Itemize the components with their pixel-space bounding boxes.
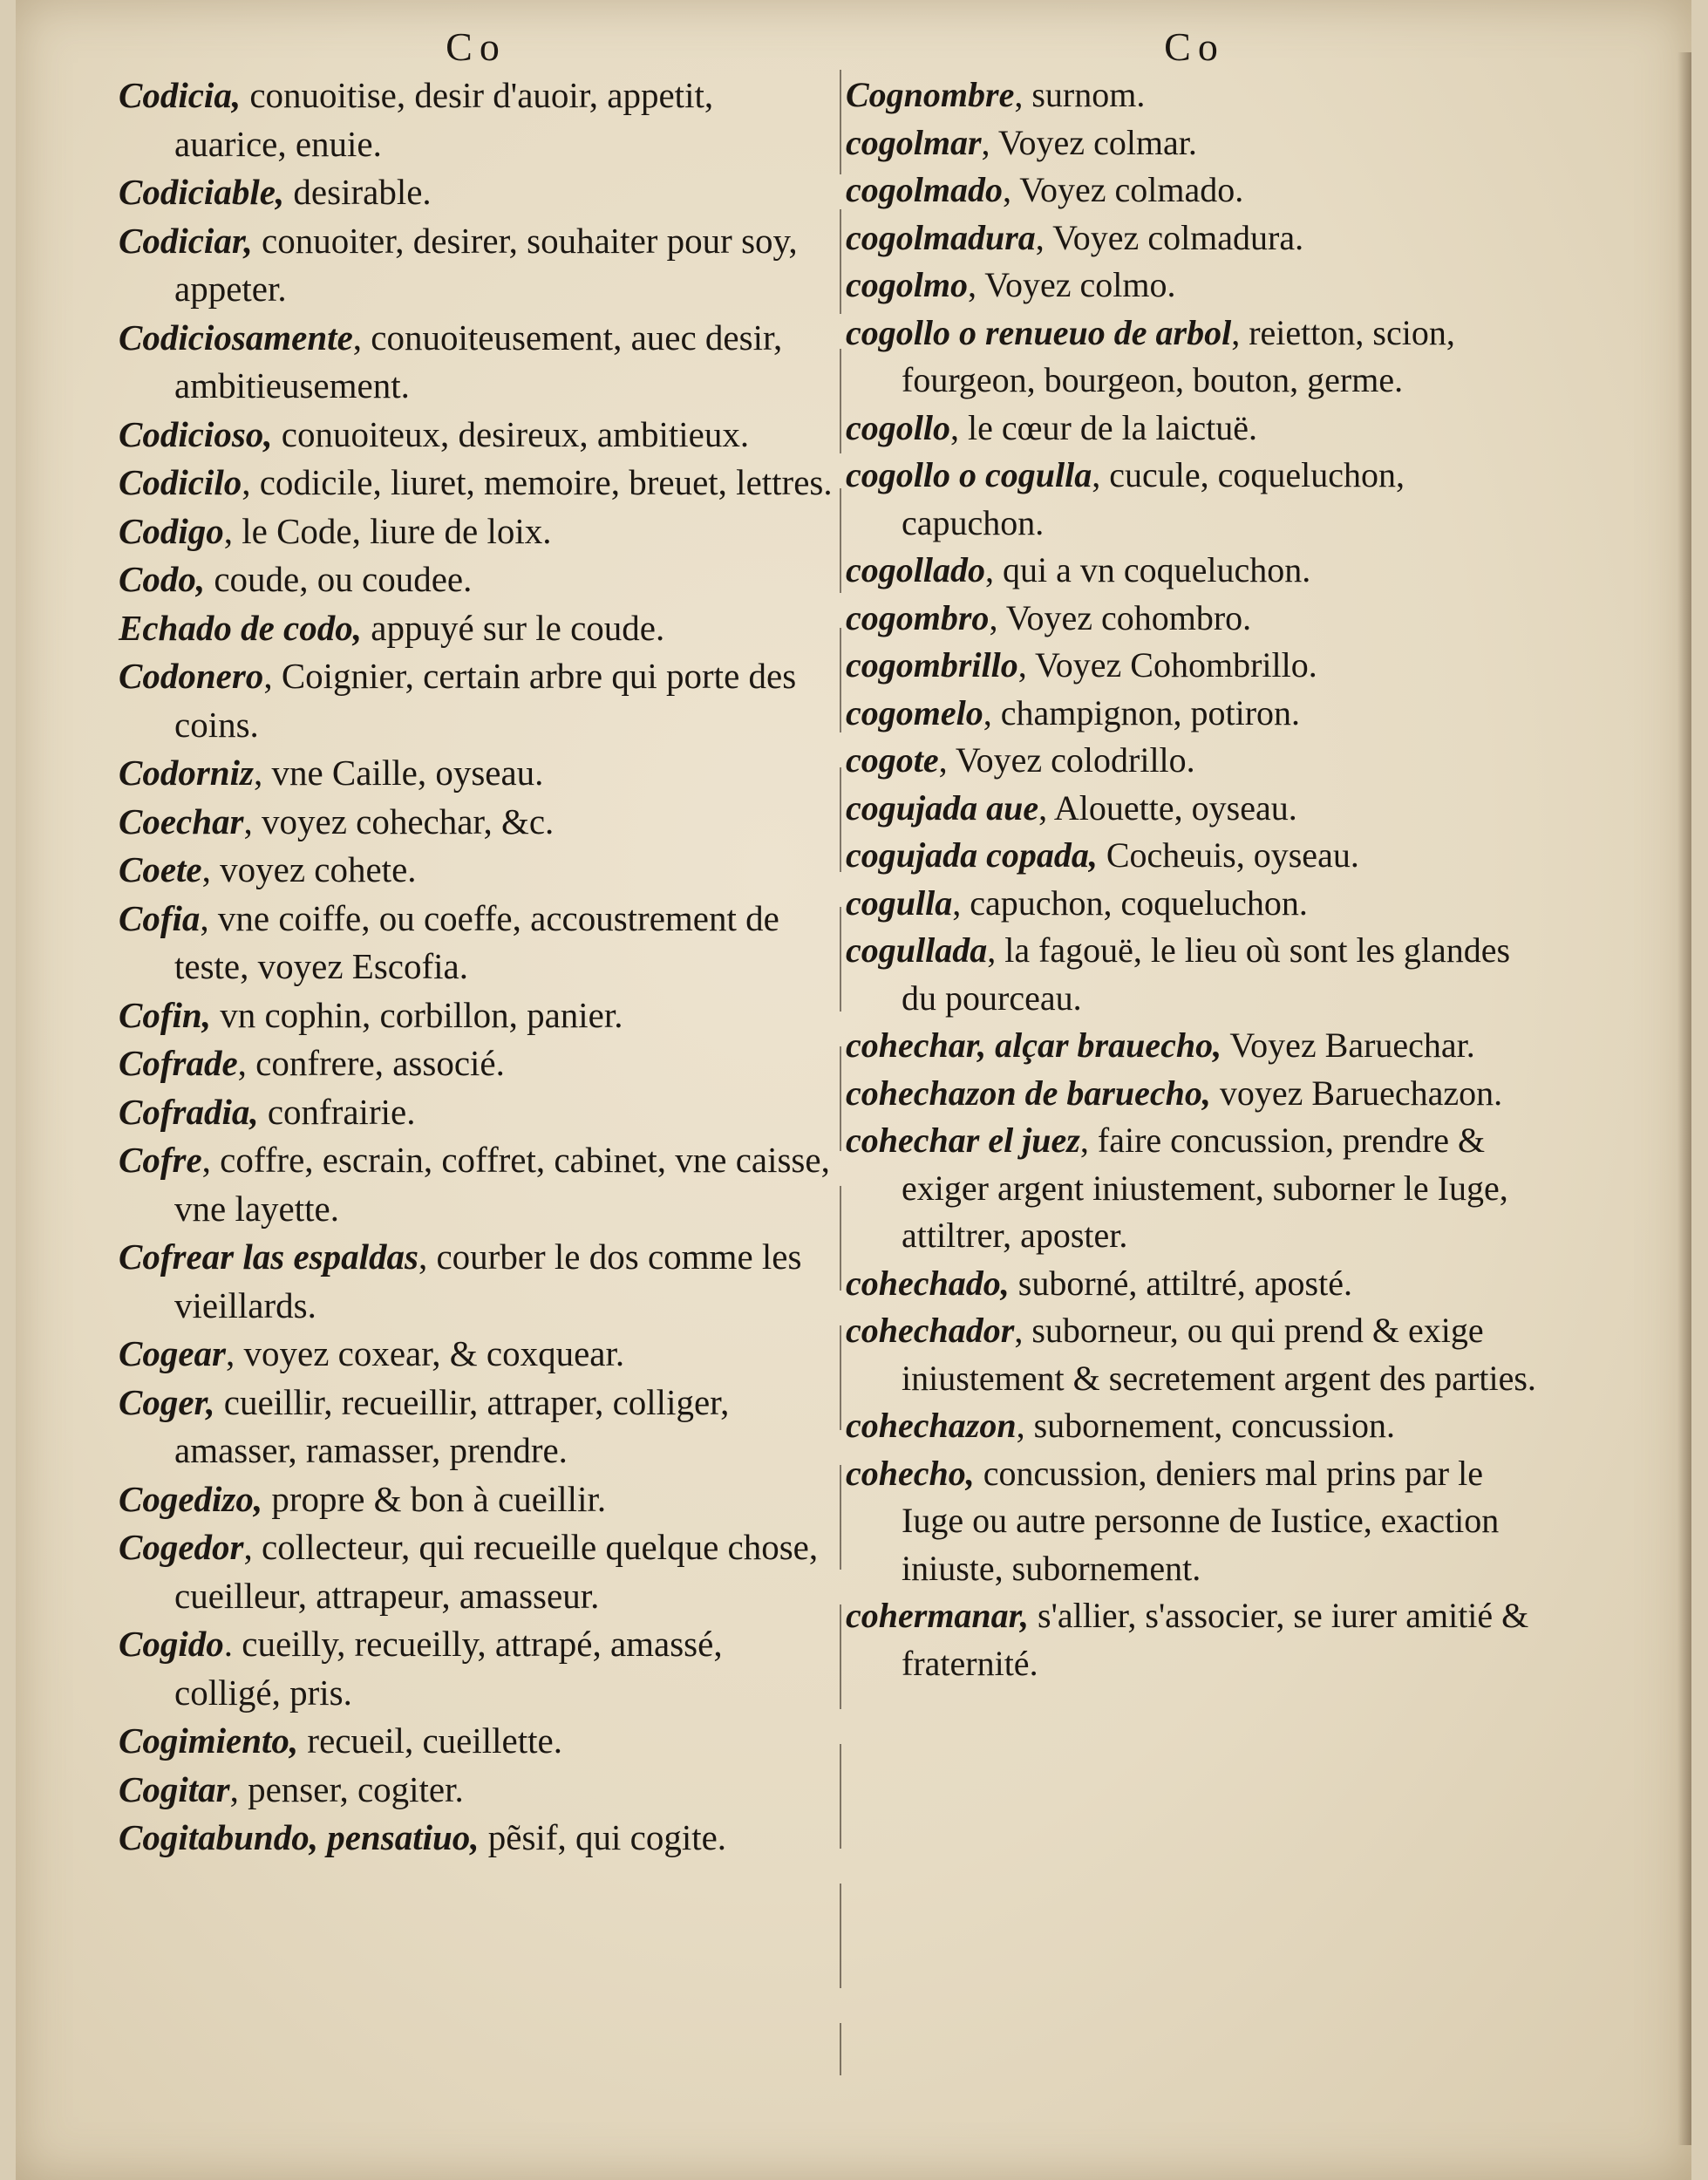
left-running-head: Co [446,24,507,69]
entry-headword: Cofradia, [119,1091,259,1132]
entry-definition: voyez Baruechazon. [1210,1073,1503,1113]
dictionary-entry [846,310,1543,405]
entry-definition: , penser, cogiter. [229,1768,464,1809]
entry-definition: , Voyez colmado. [1002,170,1244,209]
dictionary-entry [119,411,834,460]
entry-headword: Codicioso, [119,413,273,454]
entry-headword: Cofrade [119,1043,238,1083]
entry-definition: . cueilly, recueilly, attrapé, amassé, colligé, pris. [174,1624,723,1713]
entry-definition: , Alouette, oyseau. [1038,787,1297,828]
column-divider [840,70,841,2075]
entry-definition: pẽsif, qui cogite. [479,1817,727,1857]
dictionary-entry [119,555,834,604]
dictionary-entry [846,547,1543,595]
entry-definition: , voyez cohete. [201,849,417,889]
entry-headword: cohechazon de baruecho, [846,1073,1211,1113]
entry-headword: Codigo [119,510,224,551]
entry-definition: , Voyez Cohombrillo. [1017,645,1317,685]
entry-definition: cueillir, recueillir, attraper, colliger, amasser, ramasser, prendre. [174,1381,730,1470]
entry-definition: , Coignier, certain arbre qui porte des coins. [174,656,797,745]
dictionary-entry [846,927,1543,1022]
entry-definition: , confrere, associé. [237,1043,505,1083]
entry-headword: cogullada [846,930,988,970]
entry-headword: cogolmo [846,265,968,304]
dictionary-entry [846,1070,1543,1118]
dictionary-entry [846,1450,1543,1593]
dictionary-entry [846,832,1543,880]
entry-definition: , voyez cohechar, &c. [243,800,555,841]
entry-headword: cohechar el juez [846,1121,1080,1160]
entry-definition: conuoitise, desir d'auoir, appetit, auarice, enuie. [174,75,714,164]
dictionary-entry [846,405,1543,453]
dictionary-entry [846,1592,1543,1687]
entry-definition: , collecteur, qui recueille quelque chose, cueilleur, attrapeur, amasseur. [174,1527,819,1616]
entry-headword: cogolmado [846,170,1003,209]
dictionary-entry [119,1330,834,1379]
entry-headword: cogolmadura [846,217,1036,257]
entry-headword: Cofrear las espaldas [119,1236,418,1277]
dictionary-page [16,0,1691,2180]
right-running-head: Co [1164,24,1225,69]
entry-headword: cogombrillo [846,645,1018,685]
entry-definition: desirable. [284,172,432,212]
entry-headword: Codonero [119,656,264,696]
entry-headword: cohecho, [846,1453,975,1493]
entry-definition: , coffre, escrain, coffret, cabinet, vne caisse, vne layette. [174,1140,830,1229]
entry-definition: , reietton, scion, fourgeon, bourgeon, bouton, germe. [902,312,1455,399]
entry-headword: cogote [846,740,939,780]
entry-definition: , qui a vn coqueluchon. [984,550,1311,589]
dictionary-entry [119,1523,834,1620]
dictionary-entry [119,1475,834,1524]
entry-headword: Cogear [119,1333,226,1373]
entry-definition: propre & bon à cueillir. [262,1478,607,1519]
entry-headword: Cogedor [119,1527,244,1567]
entry-definition: concussion, deniers mal prins par le Iuge ou autre personne de Iustice, exaction iniuste, subornement. [902,1453,1500,1588]
dictionary-entry [119,508,834,556]
dictionary-entry [119,604,834,653]
entry-headword: cogollo o cogulla [846,455,1092,494]
entry-definition: , cucule, coqueluchon, capuchon. [902,455,1405,542]
dictionary-entry [119,798,834,847]
entry-definition: , voyez coxear, & coxquear. [226,1333,625,1373]
entry-headword: Codo, [119,559,206,599]
entry-definition: , conuoiteusement, auec desir, ambitieusement. [174,317,783,405]
dictionary-entry [846,119,1543,167]
entry-headword: cohechado, [846,1263,1010,1303]
entry-headword: cohechazon [846,1406,1017,1445]
dictionary-entry [846,1402,1543,1450]
dictionary-entry [846,1117,1543,1260]
dictionary-entry [119,1717,834,1766]
entry-headword: Cofin, [119,994,211,1035]
dictionary-entry [846,215,1543,262]
entry-definition: Voyez Baruechar. [1221,1025,1475,1065]
dictionary-entry [119,1814,834,1863]
entry-headword: Cogido [119,1624,224,1664]
entry-definition: , vne Caille, oyseau. [253,753,544,793]
dictionary-entry [846,785,1543,833]
dictionary-entry [846,262,1543,310]
entry-headword: Coete [119,849,202,889]
entry-definition: , Voyez cohombro. [989,597,1252,637]
entry-definition: , suborneur, ou qui prend & exige iniustement & secretement argent des parties. [902,1311,1536,1398]
entry-headword: Codiciar, [119,220,253,261]
entry-headword: Cogedizo, [119,1478,263,1519]
entry-definition: , courber le dos comme les vieillards. [174,1236,802,1325]
entry-headword: Codiciable, [119,172,285,212]
entry-headword: Cogitar [119,1768,230,1809]
entry-definition: recueil, cueillette. [298,1720,562,1761]
entry-headword: cohechador [846,1311,1015,1350]
right-column [846,23,1543,1687]
entry-headword: Echado de codo, [119,607,362,648]
dictionary-entry [119,459,834,508]
entry-definition: conuoiteux, desireux, ambitieux. [272,413,750,454]
entry-definition: appuyé sur le coude. [362,607,665,648]
entry-definition: vn cophin, corbillon, panier. [210,994,623,1035]
dictionary-entry [846,72,1543,119]
entry-definition: Cocheuis, oyseau. [1097,835,1359,875]
entry-definition: , Voyez colodrillo. [938,740,1195,780]
entry-definition: , Voyez colmar. [981,122,1197,162]
entry-headword: cogombro [846,597,990,637]
dictionary-entry [119,1088,834,1137]
dictionary-entry [119,652,834,749]
dictionary-entry [846,1260,1543,1308]
entry-headword: cohermanar, [846,1596,1030,1635]
page-edge-shadow [1677,52,1691,2145]
entry-headword: Coechar [119,800,244,841]
entry-headword: Cognombre [846,75,1015,114]
entry-headword: Cogimiento, [119,1720,299,1761]
entry-definition: conuoiter, desirer, souhaiter pour soy, appeter. [174,220,798,309]
entry-headword: Codicilo [119,462,242,502]
entry-definition: confrairie. [258,1091,416,1132]
entry-headword: cohechar, alçar brauecho, [846,1025,1222,1065]
left-entry-list [119,72,834,1863]
dictionary-entry [846,595,1543,643]
entry-definition: s'allier, s'associer, se iurer amitié & fraternité. [902,1596,1529,1683]
dictionary-entry [846,1022,1543,1070]
entry-definition: , subornement, concussion. [1016,1406,1395,1445]
entry-definition: , surnom. [1014,75,1146,114]
dictionary-entry [119,991,834,1040]
entry-definition: , faire concussion, prendre & exiger argent iniustement, suborner le Iuge, attiltrer, aposter. [902,1121,1508,1255]
entry-headword: Cofia [119,897,201,938]
dictionary-entry [119,1766,834,1815]
dictionary-entry [119,1379,834,1475]
entry-definition: , capuchon, coqueluchon. [952,882,1308,923]
dictionary-entry [119,895,834,991]
entry-headword: cogollado [846,550,985,589]
dictionary-entry [846,452,1543,547]
dictionary-entry [846,642,1543,690]
entry-definition: , Voyez colmadura. [1035,217,1304,257]
entry-headword: Codicia, [119,75,242,115]
dictionary-entry [846,1307,1543,1402]
dictionary-entry [119,168,834,217]
entry-definition: , le cœur de la laictuë. [949,407,1258,447]
dictionary-entry [846,880,1543,928]
dictionary-entry [119,1136,834,1233]
entry-definition: , champignon, potiron. [983,692,1301,732]
entry-headword: cogomelo [846,692,983,732]
entry-headword: Cogitabundo, pensatiuo, [119,1817,480,1857]
entry-headword: cogolmar [846,122,982,162]
entry-definition: suborné, attiltré, aposté. [1009,1263,1352,1303]
left-column [119,23,834,1863]
entry-headword: cogollo [846,407,950,447]
entry-headword: cogujada aue [846,787,1039,828]
entry-headword: Cofre [119,1140,202,1180]
entry-definition: , le Code, liure de loix. [223,510,552,551]
entry-headword: Codorniz [119,753,254,793]
entry-definition: coude, ou coudee. [205,559,473,599]
dictionary-entry [119,72,834,168]
dictionary-entry [119,749,834,798]
dictionary-entry [119,314,834,411]
dictionary-entry [119,846,834,895]
right-entry-list [846,72,1543,1687]
dictionary-entry [119,1039,834,1088]
dictionary-entry [119,1233,834,1330]
entry-headword: Coger, [119,1381,215,1422]
entry-headword: cogulla [846,882,953,923]
dictionary-entry [846,167,1543,215]
entry-headword: cogujada copada, [846,835,1098,875]
dictionary-entry [119,1620,834,1717]
entry-headword: Codiciosamente [119,317,353,358]
entry-definition: , la fagouë, le lieu où sont les glandes du pourceau. [902,930,1511,1018]
dictionary-entry [119,217,834,314]
entry-headword: cogollo o renueuo de arbol [846,312,1232,352]
entry-definition: , vne coiffe, ou coeffe, accoustrement de teste, voyez Escofia. [174,897,779,986]
dictionary-entry [846,690,1543,738]
entry-definition: , Voyez colmo. [967,265,1176,304]
entry-definition: , codicile, liuret, memoire, breuet, lettres. [242,462,833,502]
dictionary-entry [846,737,1543,785]
